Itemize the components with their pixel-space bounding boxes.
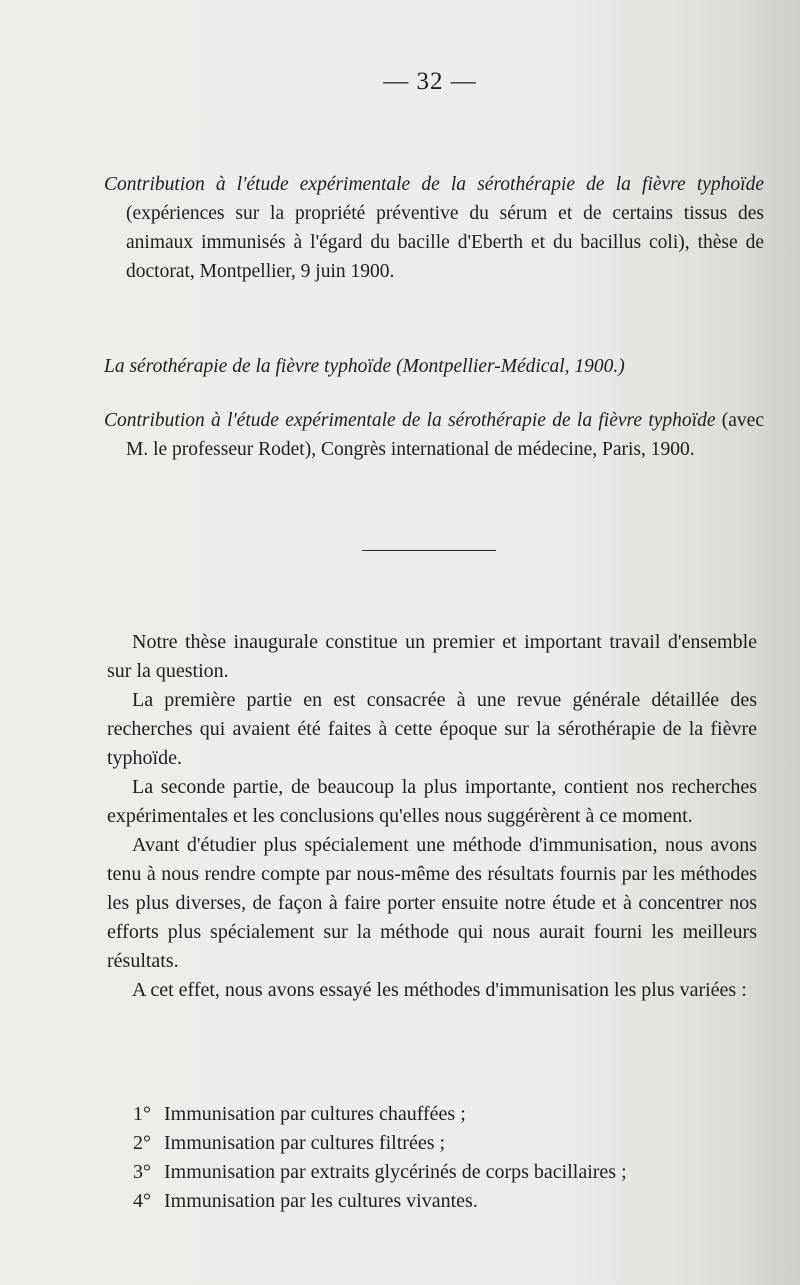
section-divider: [362, 550, 496, 551]
immunisation-methods-list: [133, 1100, 763, 1216]
list-text: Immunisation par extraits glycérinés de corps bacillaires ;: [164, 1161, 627, 1183]
list-text: Immunisation par les cultures vivantes.: [164, 1190, 478, 1212]
body-text: [107, 628, 757, 1005]
bibliography-entry: [104, 406, 764, 464]
list-number: 1°: [133, 1103, 151, 1125]
entry-title: La sérothérapie de la fièvre typhoïde (Montpellier-Médical, 1900.): [104, 356, 625, 377]
paragraph: A cet effet, nous avons essayé les méthodes d'immunisation les plus variées :: [132, 979, 747, 1001]
page-number: — 32 —: [383, 68, 477, 95]
paragraph: La seconde partie, de beaucoup la plus importante, contient nos recherches expérimentales et les conclusions qu'elles nous suggérèrent à ce moment.: [107, 776, 757, 827]
paragraph: Avant d'étudier plus spécialement une méthode d'immunisation, nous avons tenu à nous rendre compte par nous-même des résultats fournis par les méthodes les plus diverses, de façon à faire porter ensuite notre étude et à concentrer nos efforts plus spécialement sur la méthode qui nous aurait fourni les meilleurs résultats.: [107, 834, 757, 972]
list-item: [133, 1158, 763, 1187]
list-item: [133, 1187, 763, 1216]
list-item: [133, 1100, 763, 1129]
list-text: Immunisation par cultures filtrées ;: [164, 1132, 446, 1154]
list-number: 4°: [133, 1190, 151, 1212]
paragraph: La première partie en est consacrée à une revue générale détaillée des recherches qui avaient été faites à cette époque sur la sérothérapie de la fièvre typhoïde.: [107, 689, 757, 769]
list-number: 2°: [133, 1132, 151, 1154]
list-number: 3°: [133, 1161, 151, 1183]
list-item: [133, 1129, 763, 1158]
entry-details: (avec M. le professeur Rodet), Congrès international de médecine, Paris, 1900.: [126, 410, 764, 460]
list-text: Immunisation par cultures chauffées ;: [164, 1103, 466, 1125]
bibliography-entry: [104, 352, 764, 381]
bibliography-entry: [104, 170, 764, 286]
entry-title: Contribution à l'étude expérimentale de la sérothérapie de la fièvre typhoïde: [104, 410, 716, 431]
entry-title: Contribution à l'étude expérimentale de la sérothérapie de la fièvre typhoïde: [104, 174, 764, 195]
paragraph: Notre thèse inaugurale constitue un premier et important travail d'ensemble sur la question.: [107, 631, 757, 682]
entry-details: (expériences sur la propriété préventive du sérum et de certains tissus des animaux immunisés à l'égard du bacille d'Eberth et du bacillus coli), thèse de doctorat, Montpellier, 9 juin 1900.: [126, 203, 764, 282]
